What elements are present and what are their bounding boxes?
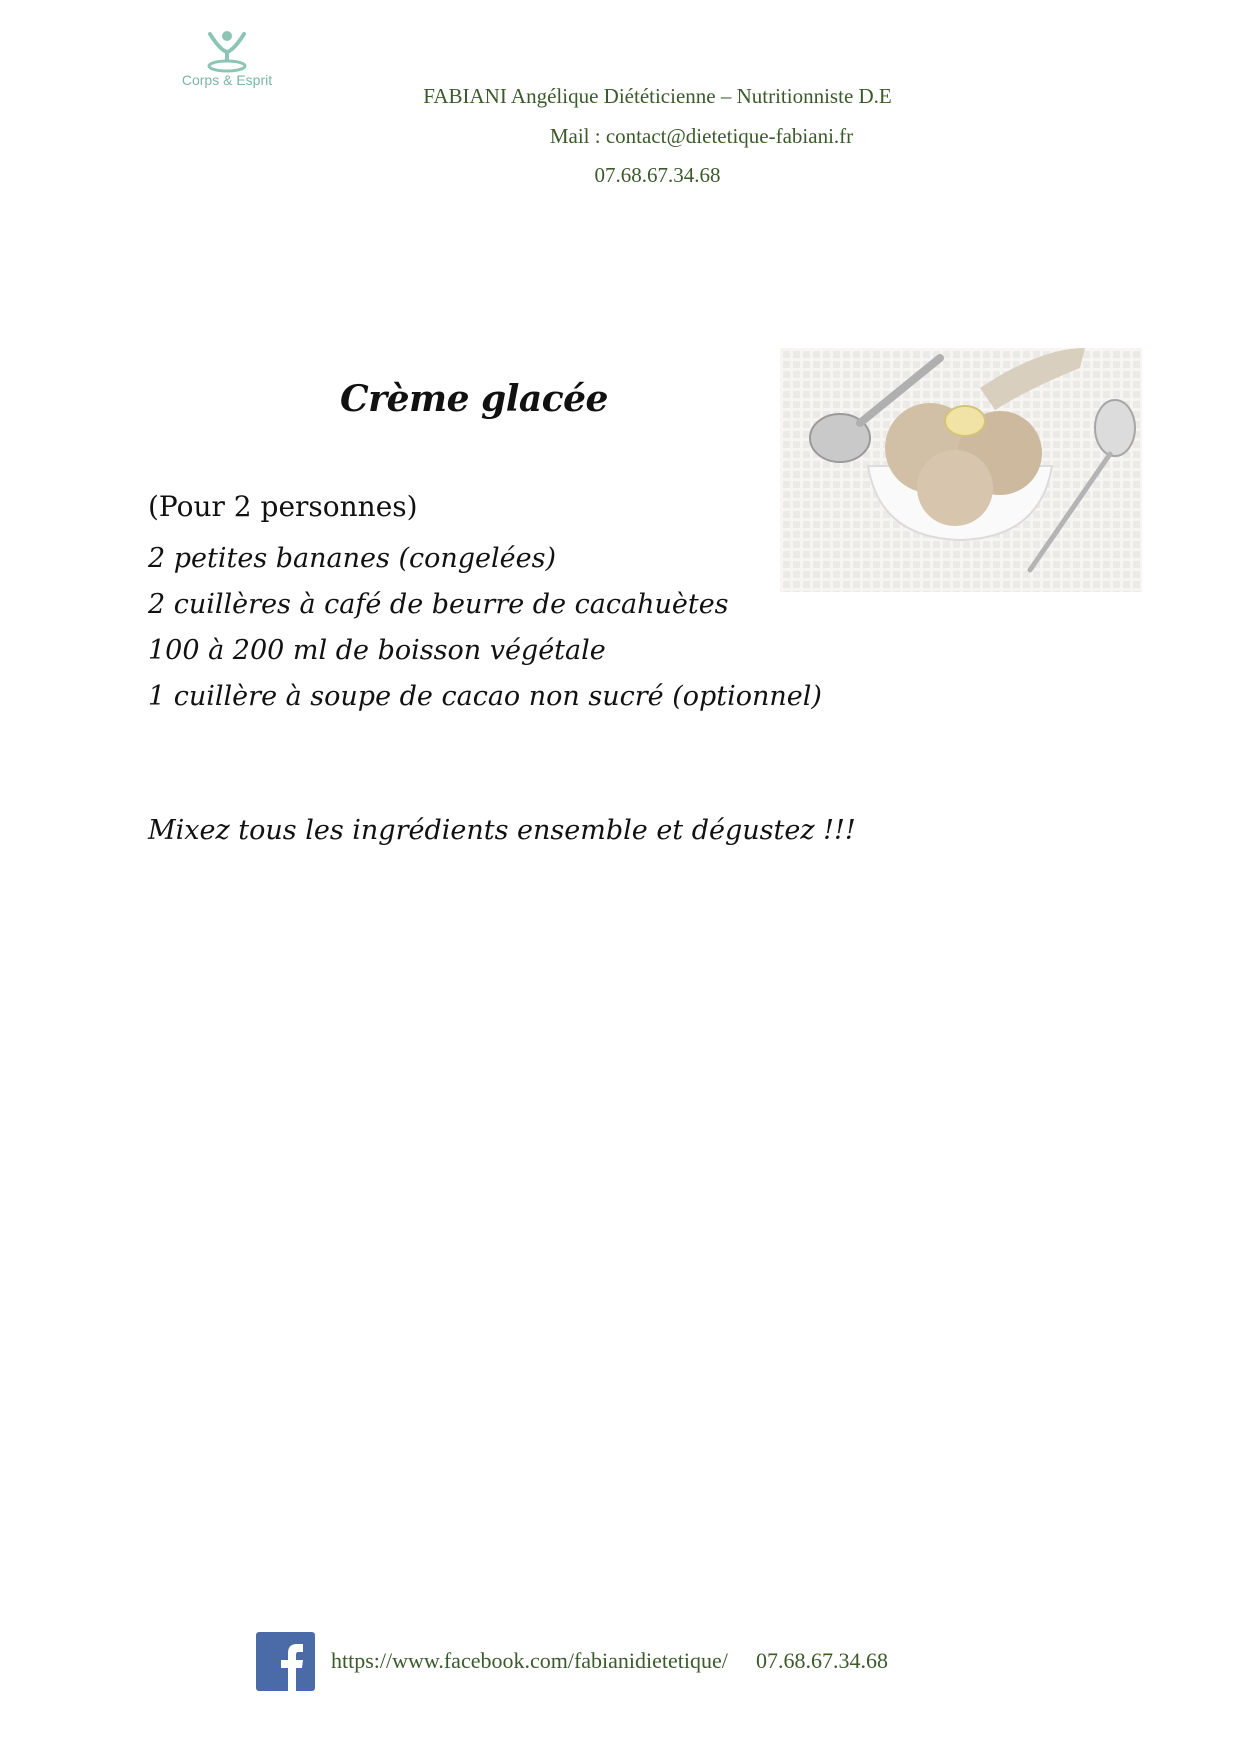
person-meditation-icon (200, 30, 254, 74)
ice-cream-photo (780, 348, 1142, 592)
ingredient-list (148, 536, 822, 720)
logo-text: Corps & Esprit (181, 72, 273, 88)
facebook-link[interactable]: https://www.facebook.com/fabianidietetique/ (331, 1648, 728, 1673)
ingredient-item: 2 petites bananes (congelées) (148, 543, 556, 574)
servings: (Pour 2 personnes) (148, 490, 418, 523)
ingredient-item: 100 à 200 ml de boisson végétale (148, 635, 606, 666)
ingredient-item: 1 cuillère à soupe de cacao non sucré (optionnel) (148, 681, 822, 712)
header-phone: 07.68.67.34.68 (594, 163, 721, 187)
facebook-icon[interactable] (256, 1632, 315, 1691)
footer-phone: 07.68.67.34.68 (756, 1648, 888, 1673)
ingredient-item: 2 cuillères à café de beurre de cacahuètes (148, 589, 729, 620)
corps-esprit-logo (172, 30, 282, 90)
header-name: FABIANI Angélique Diététicienne – Nutritionniste D.E (423, 84, 892, 108)
header-email[interactable]: Mail : contact@dietetique-fabiani.fr (549, 124, 854, 148)
instructions: Mixez tous les ingrédients ensemble et dégustez !!! (148, 815, 856, 846)
recipe-title: Crème glacée (340, 378, 608, 420)
